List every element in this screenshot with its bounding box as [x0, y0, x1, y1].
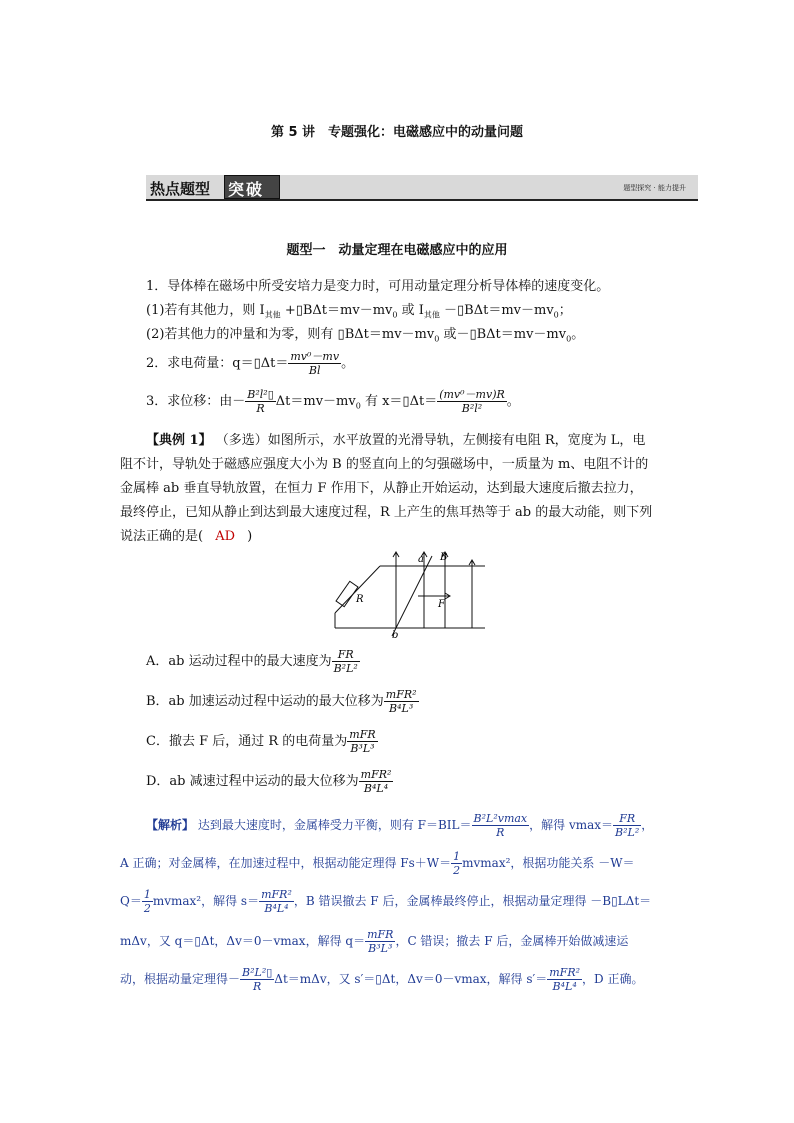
point-2: 2．求电荷量：q＝▯Δt＝ $\frac{\text{mv⁰－mv}}{Bl}$ 。: [146, 350, 355, 377]
section-title: 题型一 动量定理在电磁感应中的应用: [286, 243, 508, 258]
option-b: B．ab 加速运动过程中运动的最大位移为 $\frac{\text{mFR²}}{\text{B⁴L³}}$: [146, 688, 417, 715]
point-3: 3．求位移：由－ $\frac{\text{B²l²▯}}{R}$ $\Delta t=mv-mv_0$ 有 x＝▯Δt＝ $\frac{\text{(mv⁰－mv)R}}{\text{B²l²}}$ 。: [146, 388, 520, 415]
analysis-line-1: 【解析】 达到最大速度时，金属棒受力平衡，则有 F＝BIL＝ $\frac{\text{B²L²vmax}}{R}$ ，解得 vmax＝ $\frac{FR}{\text{B²L²}}$ ，: [146, 812, 654, 839]
label-F: F: [438, 599, 445, 610]
banner-right-label: 题型探究 · 能力提升: [623, 184, 686, 192]
answer: AD: [215, 529, 236, 544]
option-d: D．ab 减速过程中运动的最大位移为 $\frac{\text{mFR²}}{\text{B⁴L⁴}}$: [146, 768, 392, 795]
example-line-1: 【典例 1】 （多选）如图所示，水平放置的光滑导轨，左侧接有电阻 R，宽度为 L，电: [146, 433, 646, 448]
page-title: 第 5 讲 专题强化：电磁感应中的动量问题: [270, 125, 524, 140]
example-line-5: 说法正确的是( AD ): [120, 529, 253, 544]
example-line-4: 最终停止，已知从静止到达到最大速度过程，R 上产生的焦耳热等于 ab 的最大动能，则下列: [120, 505, 653, 520]
label-b: b: [392, 630, 399, 640]
point-1: 1．导体棒在磁场中所受安培力是变力时，可用动量定理分析导体棒的速度变化。: [146, 279, 610, 294]
example-line-2: 阻不计，导轨处于磁感应强度大小为 B 的竖直向上的匀强磁场中，一质量为 m、电阻不计的: [120, 457, 649, 472]
banner-box-label: 突破: [228, 180, 265, 199]
section-banner: [146, 175, 698, 201]
option-c: C．撤去 F 后，通过 R 的电荷量为 $\frac{\text{mFR}}{\text{B³L³}}$: [146, 728, 376, 755]
banner-left-label: 热点题型: [150, 180, 211, 198]
circuit-figure: [320, 548, 500, 640]
analysis-line-5: 动，根据动量定理得－ $\frac{\text{B²L²▯}}{R}$ Δt＝mΔv，又 s′＝▯Δt，Δv＝0－vmax，解得 s′＝ $\frac{\text{mFR²}}{\text{B⁴L⁴}}$ ，D 正确。: [120, 966, 644, 993]
label-R: R: [356, 594, 364, 605]
analysis-line-2: A 正确；对金属棒，在加速过程中，根据动能定理得 Fs＋W＝ $\frac{1}{2}$ mvmax²，根据功能关系 －W＝: [120, 850, 635, 877]
option-a: A．ab 运动过程中的最大速度为 $\frac{FR}{\text{B²L²}}$: [146, 648, 358, 675]
point-1a: (1)若有其他力，则 $I_{其他}$ $+▯B\Delta t=mv-mv_0$ 或 $I_{其他}$ $-▯B\Delta t=mv-mv_0$；: [146, 303, 572, 320]
analysis-line-4: mΔv，又 q＝▯Δt，Δv＝0－vmax，解得 q＝ $\frac{\text{mFR}}{\text{B³L³}}$ ，C 错误；撤去 F 后，金属棒开始做减速运: [120, 928, 629, 955]
label-a: a: [418, 554, 424, 565]
label-B: B: [440, 552, 448, 563]
point-1b: (2)若其他力的冲量和为零，则有 $▯B\Delta t=mv-mv_0$ 或$-▯B\Delta t=mv-mv_0$。: [146, 327, 585, 344]
analysis-line-3: Q＝ $\frac{1}{2}$ mvmax²，解得 s＝ $\frac{\text{mFR²}}{\text{B⁴L⁴}}$ ，B 错误撤去 F 后，金属棒最终停止，根据动量定理得 －B▯LΔt＝: [120, 888, 652, 915]
example-line-3: 金属棒 ab 垂直导轨放置，在恒力 F 作用下，从静止开始运动，达到最大速度后撤去拉力，: [120, 481, 643, 496]
